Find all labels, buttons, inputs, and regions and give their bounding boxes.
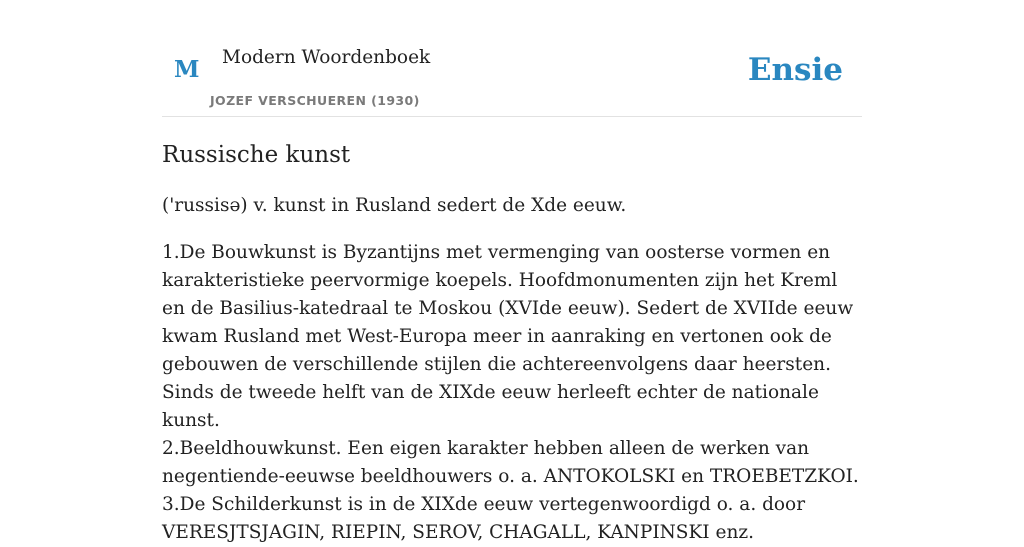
entry-body xyxy=(162,239,864,547)
dictionary-title[interactable]: Modern Woordenboek xyxy=(222,47,431,68)
dictionary-header xyxy=(162,0,862,117)
paragraph-beeldhouwkunst: 2.Beeldhouwkunst. Een eigen karakter hebben alleen de werken van negentiende-eeuwse beeldhouwers o. a. ANTOKOLSKI en TROEBETZKOI. xyxy=(162,438,859,487)
paragraph-schilderkunst: 3.De Schilderkunst is in de XIXde eeuw vertegenwoordigd o. a. door VERESJTSJAGIN, RIEPIN, SEROV, CHAGALL, KANPINSKI enz. xyxy=(162,494,806,543)
dictionary-logo[interactable]: M xyxy=(174,56,200,83)
entry-definition: ('russisə) v. kunst in Rusland sedert de Xde eeuw. xyxy=(162,195,627,216)
ensie-brand-logo[interactable]: Ensie xyxy=(747,52,843,88)
page xyxy=(162,0,862,543)
entry-title: Russische kunst xyxy=(162,142,351,168)
paragraph-bouwkunst: 1.De Bouwkunst is Byzantijns met vermenging van oosterse vormen en karakteristieke peervormige koepels. Hoofdmonumenten zijn het Kreml en de Basilius-katedraal te Moskou (XVIde eeuw). Sedert de XVIIde eeuw kwam Rusland met West-Europa meer in aanraking en vertonen ook de gebouwen de verschillende stijlen die achtereenvolgens daar heersten. Sinds de tweede helft van de XIXde eeuw herleeft echter de nationale kunst. xyxy=(162,242,854,431)
dictionary-author: JOZEF VERSCHUEREN (1930) xyxy=(210,93,420,108)
